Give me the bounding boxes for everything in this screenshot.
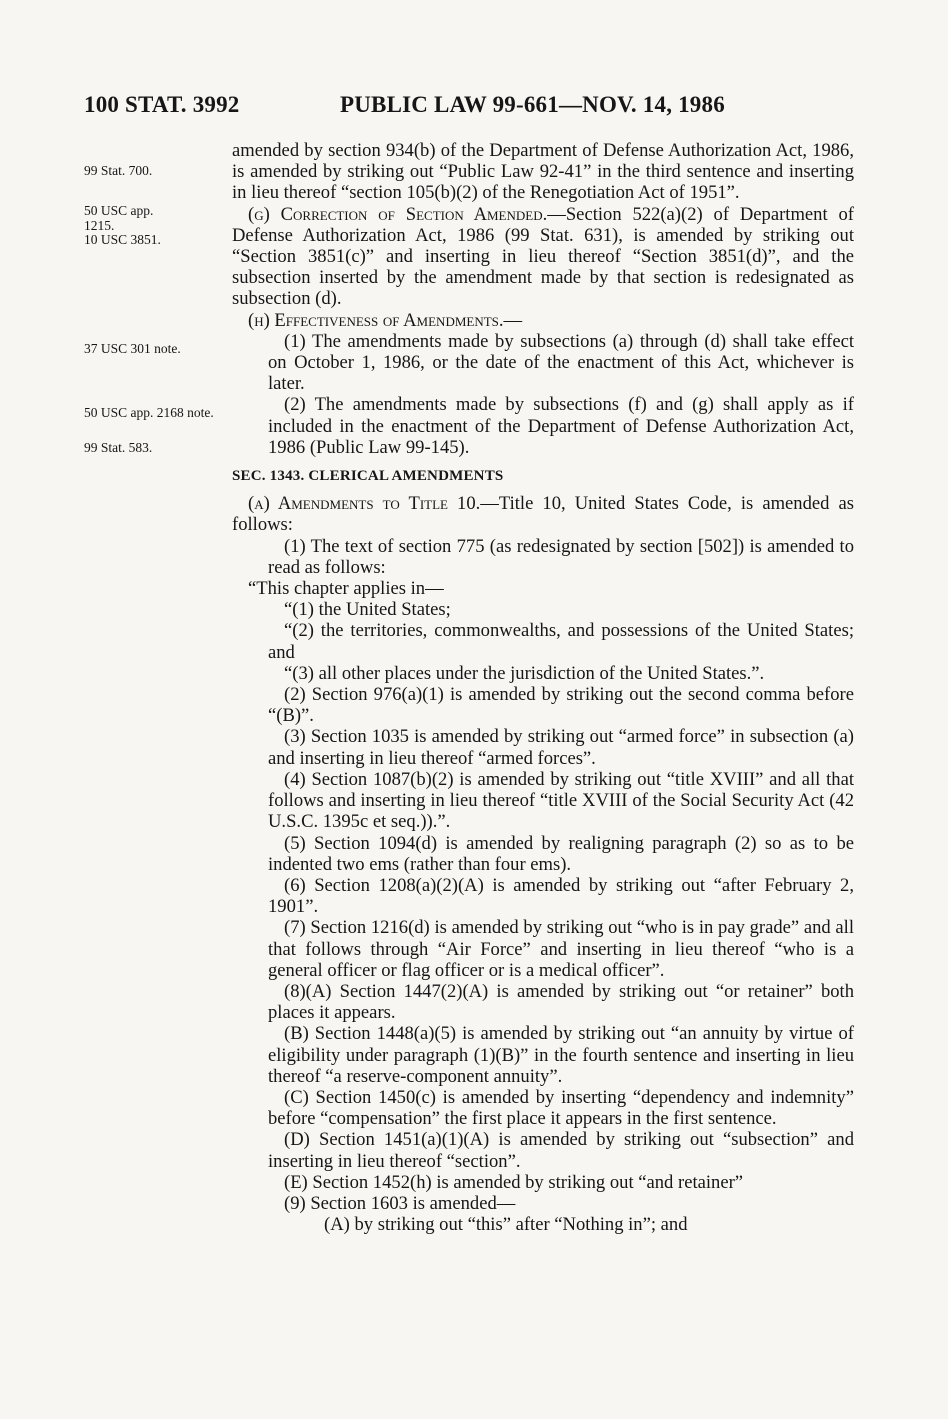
quoted-text: “(3) all other places under the jurisdiction of the United States.”. <box>284 662 765 684</box>
paragraph-h2: (2) The amendments made by subsections (f) and (g) shall apply as if included in the enactment of the Department of Defense Authorization Act, 1986 (Public Law 99-145). <box>268 394 854 458</box>
subsection-heading: (g) Correction of Section Amended. <box>248 203 548 225</box>
margin-note: 99 Stat. 700. <box>84 163 153 178</box>
margin-note: 37 USC 301 note. <box>84 341 181 356</box>
paragraph-h1: (1) The amendments made by subsections (a) through (d) shall take effect on October 1, 1986, or the date of the enactment of this Act, whichever is later. <box>268 330 854 395</box>
subsection-text: —Section 522(a)(2) of Department of Defense Authorization Act, 1986 (99 Stat. 631), is amended by striking out “Section 3851(c)” and inserting in lieu thereof “Section 3851(d)”, and the subsection inserted by the amendment made by that section is redesignated as subsection (d). <box>232 203 854 310</box>
list-item: (4) Section 1087(b)(2) is amended by striking out “title XVIII” and all that follows and inserting in lieu thereof “title XVIII of the Social Security Act (42 U.S.C. 1395c et seq.)).”. <box>268 768 854 833</box>
list-item: (9) Section 1603 is amended— <box>284 1192 516 1214</box>
margin-note: 10 USC 3851. <box>84 232 161 247</box>
subsection-a <box>232 493 854 535</box>
subsection-heading: (h) Effectiveness of Amendments. <box>248 309 504 331</box>
list-item: (D) Section 1451(a)(1)(A) is amended by striking out “subsection” and inserting in lieu thereof “section”. <box>268 1129 854 1172</box>
subsection-g <box>232 204 854 310</box>
subsection-heading: (a) Amendments to Title 10. <box>248 493 481 515</box>
list-item: (C) Section 1450(c) is amended by inserting “dependency and indemnity” before “compensation” the first place it appears in the first sentence. <box>268 1086 854 1130</box>
list-item: (1) The text of section 775 (as redesignated by section [502]) is amended to read as follows: <box>268 535 854 578</box>
list-item: (A) by striking out “this” after “Nothing in”; and <box>324 1214 688 1236</box>
list-item: (7) Section 1216(d) is amended by striking out “who is in pay grade” and all that follows through “Air Force” and inserting in lieu thereof “who is a general officer or flag officer or is a medical officer”. <box>268 917 854 981</box>
heading-dash: — <box>503 309 523 331</box>
margin-note: 50 USC app. 2168 note. <box>84 405 214 420</box>
quoted-text: “This chapter applies in— <box>248 578 444 600</box>
page-header <box>84 92 854 122</box>
list-item: (2) Section 976(a)(1) is amended by striking out the second comma before “(B)”. <box>268 684 854 727</box>
quoted-text: “(1) the United States; <box>284 599 451 621</box>
margin-note: 50 USC app. 1215. <box>84 203 154 233</box>
list-item: (B) Section 1448(a)(5) is amended by striking out “an annuity by virtue of eligibility under paragraph (1)(B)” in the fourth sentence and inserting in lieu thereof “a reserve-component annuity”. <box>268 1023 854 1087</box>
public-law-title: PUBLIC LAW 99-661—NOV. 14, 1986 <box>340 92 725 117</box>
list-item: (E) Section 1452(h) is amended by striking out “and retainer” <box>284 1171 744 1193</box>
paragraph: amended by section 934(b) of the Department of Defense Authorization Act, 1986, is amended by striking out “Public Law 92-41” in the third sentence and inserting in lieu thereof “section 105(b)(2) of the Renegotiation Act of 1951”. <box>232 140 854 204</box>
subsection-text: —Title 10, United States Code, is amended as follows: <box>232 493 854 536</box>
quoted-text: “(2) the territories, commonwealths, and possessions of the United States; and <box>268 620 854 663</box>
stat-reference: 100 STAT. 3992 <box>84 92 240 117</box>
list-item: (5) Section 1094(d) is amended by realigning paragraph (2) so as to be indented two ems (rather than four ems). <box>268 832 854 875</box>
list-item: (8)(A) Section 1447(2)(A) is amended by striking out “or retainer” both places it appears. <box>268 980 854 1024</box>
section-heading: SEC. 1343. CLERICAL AMENDMENTS <box>232 468 504 485</box>
list-item: (6) Section 1208(a)(2)(A) is amended by striking out “after February 2, 1901”. <box>268 874 854 918</box>
margin-note: 99 Stat. 583. <box>84 440 153 455</box>
subsection-h <box>232 310 854 331</box>
list-item: (3) Section 1035 is amended by striking out “armed force” in subsection (a) and inserting in lieu thereof “armed forces”. <box>268 726 854 769</box>
document-body <box>232 140 854 1235</box>
